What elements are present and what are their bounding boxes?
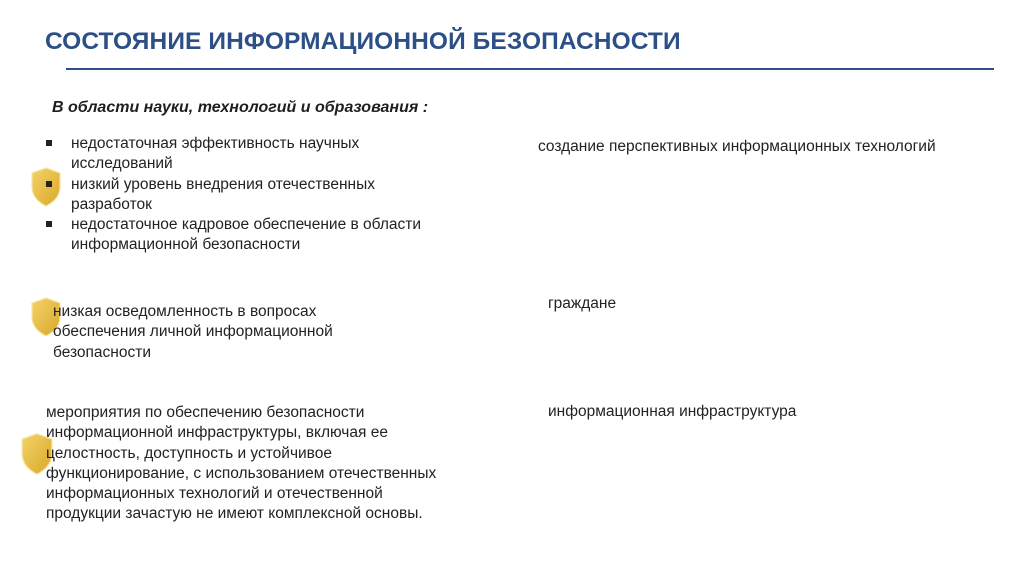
infrastructure-text: мероприятия по обеспечению безопасности информационной инфраструктуры, включая ее целостность, доступность и устойчивое функционирование, с использованием отечественных информационных технологий и отечественной продукции зачастую не имеют комплексной основы. bbox=[46, 404, 437, 523]
bullet-icon bbox=[46, 140, 52, 146]
page-title: СОСТОЯНИЕ ИНФОРМАЦИОННОЙ БЕЗОПАСНОСТИ bbox=[45, 28, 681, 55]
list-item-text: недостаточное кадровое обеспечение в области информационной безопасности bbox=[71, 216, 422, 254]
title-divider bbox=[66, 68, 994, 70]
list-item bbox=[45, 215, 425, 256]
list-item-text: низкий уровень внедрения отечественных разработок bbox=[71, 175, 375, 213]
target-technologies: создание перспективных информационных технологий bbox=[538, 138, 936, 155]
list-item bbox=[45, 134, 425, 175]
threats-list bbox=[45, 134, 425, 256]
list-item-text: недостаточная эффективность научных исследований bbox=[71, 135, 360, 173]
awareness-text: низкая осведомленность в вопросах обеспечения личной информационной безопасности bbox=[53, 303, 333, 361]
list-item bbox=[45, 175, 425, 216]
target-citizens: граждане bbox=[548, 295, 617, 312]
bullet-icon bbox=[46, 181, 52, 187]
section-subtitle: В области науки, технологий и образования : bbox=[52, 99, 429, 116]
bullet-icon bbox=[46, 221, 52, 227]
target-infrastructure: информационная инфраструктура bbox=[548, 403, 797, 420]
